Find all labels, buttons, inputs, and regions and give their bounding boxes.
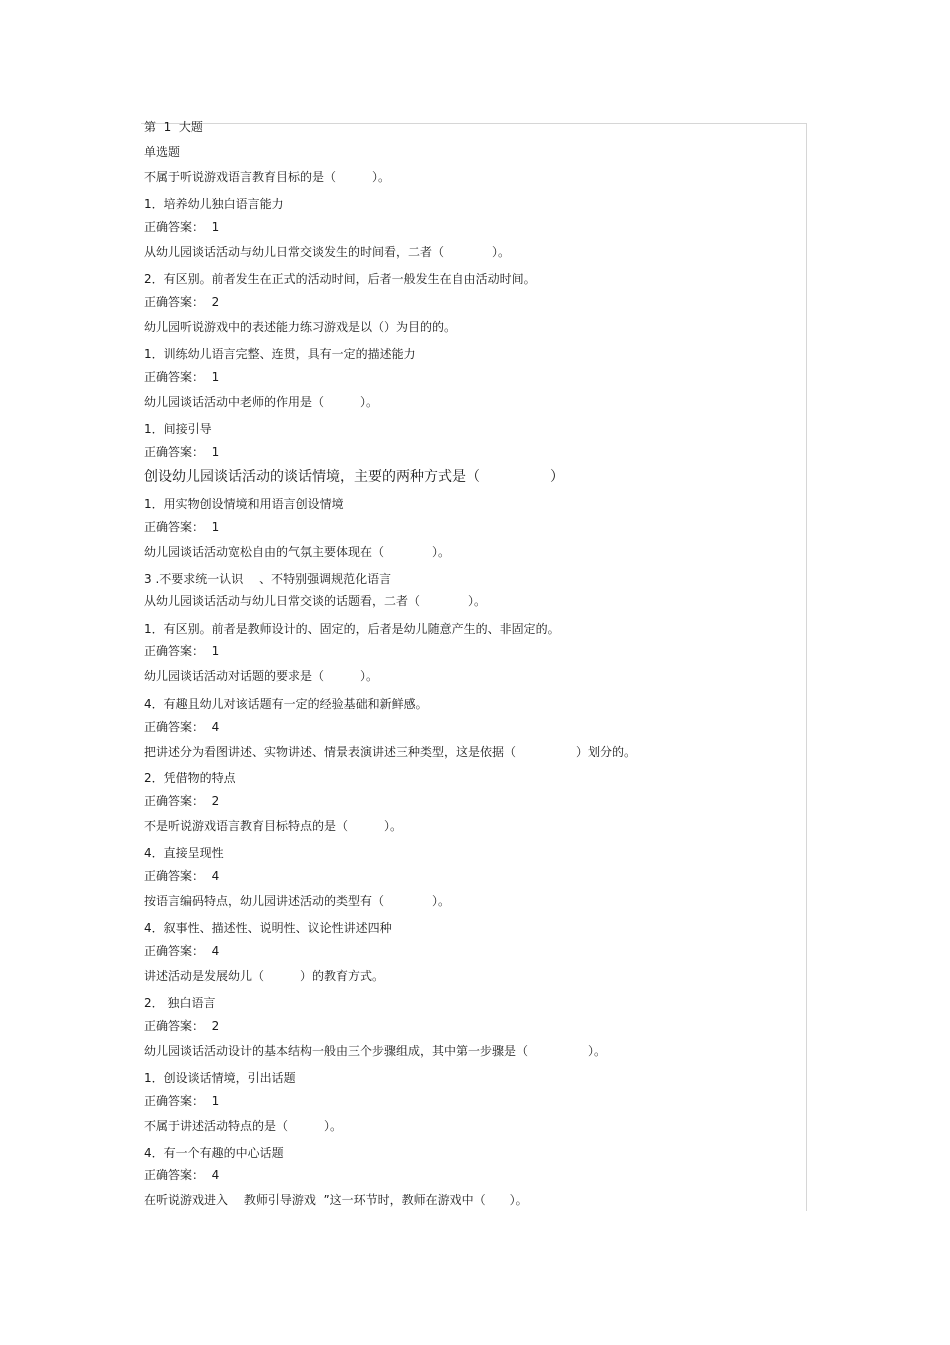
- question-text: 按语言编码特点，幼儿园讲述活动的类型有（ ）。: [144, 894, 451, 908]
- answer-text: 正确答案： 1: [144, 445, 220, 459]
- option-text: 4．直接呈现性: [144, 846, 224, 860]
- answer-text: 正确答案： 2: [144, 794, 220, 808]
- answer-text: 正确答案： 4: [144, 869, 220, 883]
- question-text: 从幼儿园谈话活动与幼儿日常交谈的话题看，二者（ ）。: [144, 594, 487, 608]
- option-text: 1．培养幼儿独白语言能力: [144, 197, 284, 211]
- option-text: 4．有一个有趣的中心话题: [144, 1146, 284, 1160]
- answer-text: 正确答案： 1: [144, 520, 220, 534]
- option-text: 2． 独白语言: [144, 996, 216, 1010]
- option-text: 1．训练幼儿语言完整、连贯，具有一定的描述能力: [144, 347, 416, 361]
- answer-text: 正确答案： 4: [144, 944, 220, 958]
- option-text: 3 .不要求统一认识 、不特别强调规范化语言: [144, 572, 392, 586]
- question-text: 从幼儿园谈话活动与幼儿日常交谈发生的时间看，二者（ ）。: [144, 245, 511, 259]
- question-text: 创设幼儿园谈话活动的谈话情境，主要的两种方式是（ ）: [144, 469, 564, 485]
- question-text: 不属于听说游戏语言教育目标的是（ ）。: [144, 170, 391, 184]
- answer-text: 正确答案： 1: [144, 644, 220, 658]
- answer-text: 正确答案： 1: [144, 220, 220, 234]
- option-text: 2．有区别。前者发生在正式的活动时间，后者一般发生在自由活动时间。: [144, 272, 536, 286]
- question-text: 把讲述分为看图讲述、实物讲述、情景表演讲述三种类型，这是依据（ ）划分的。: [144, 745, 637, 759]
- question-text: 不是听说游戏语言教育目标特点的是（ ）。: [144, 819, 403, 833]
- option-text: 1．间接引导: [144, 422, 212, 436]
- question-type-label: 单选题: [144, 145, 181, 159]
- answer-text: 正确答案： 2: [144, 295, 220, 309]
- answer-text: 正确答案： 4: [144, 720, 220, 734]
- option-text: 2．凭借物的特点: [144, 771, 236, 785]
- question-text: 幼儿园谈话活动设计的基本结构一般由三个步骤组成，其中第一步骤是（ ）。: [144, 1044, 607, 1058]
- option-text: 4．有趣且幼儿对该话题有一定的经验基础和新鲜感。: [144, 697, 428, 711]
- option-text: 4．叙事性、描述性、说明性、议论性讲述四种: [144, 921, 392, 935]
- question-text: 在听说游戏进入 教师引导游戏 ”这一环节时，教师在游戏中（ ）。: [144, 1193, 528, 1207]
- answer-text: 正确答案： 2: [144, 1019, 220, 1033]
- answer-text: 正确答案： 4: [144, 1168, 220, 1182]
- question-text: 讲述活动是发展幼儿（ ）的教育方式。: [144, 969, 385, 983]
- question-text: 幼儿园谈话活动中老师的作用是（ ）。: [144, 395, 379, 409]
- question-text: 不属于讲述活动特点的是（ ）。: [144, 1119, 343, 1133]
- section-heading: 第 1 大题: [144, 120, 203, 134]
- question-text: 幼儿园听说游戏中的表述能力练习游戏是以（）为目的的。: [144, 320, 457, 334]
- question-text: 幼儿园谈话活动宽松自由的气氛主要体现在（ ）。: [144, 545, 451, 559]
- option-text: 1．有区别。前者是教师设计的、固定的，后者是幼儿随意产生的、非固定的。: [144, 622, 560, 636]
- option-text: 1．用实物创设情境和用语言创设情境: [144, 497, 344, 511]
- option-text: 1．创设谈话情境，引出话题: [144, 1071, 296, 1085]
- question-text: 幼儿园谈话活动对话题的要求是（ ）。: [144, 669, 379, 683]
- answer-text: 正确答案： 1: [144, 370, 220, 384]
- answer-text: 正确答案： 1: [144, 1094, 220, 1108]
